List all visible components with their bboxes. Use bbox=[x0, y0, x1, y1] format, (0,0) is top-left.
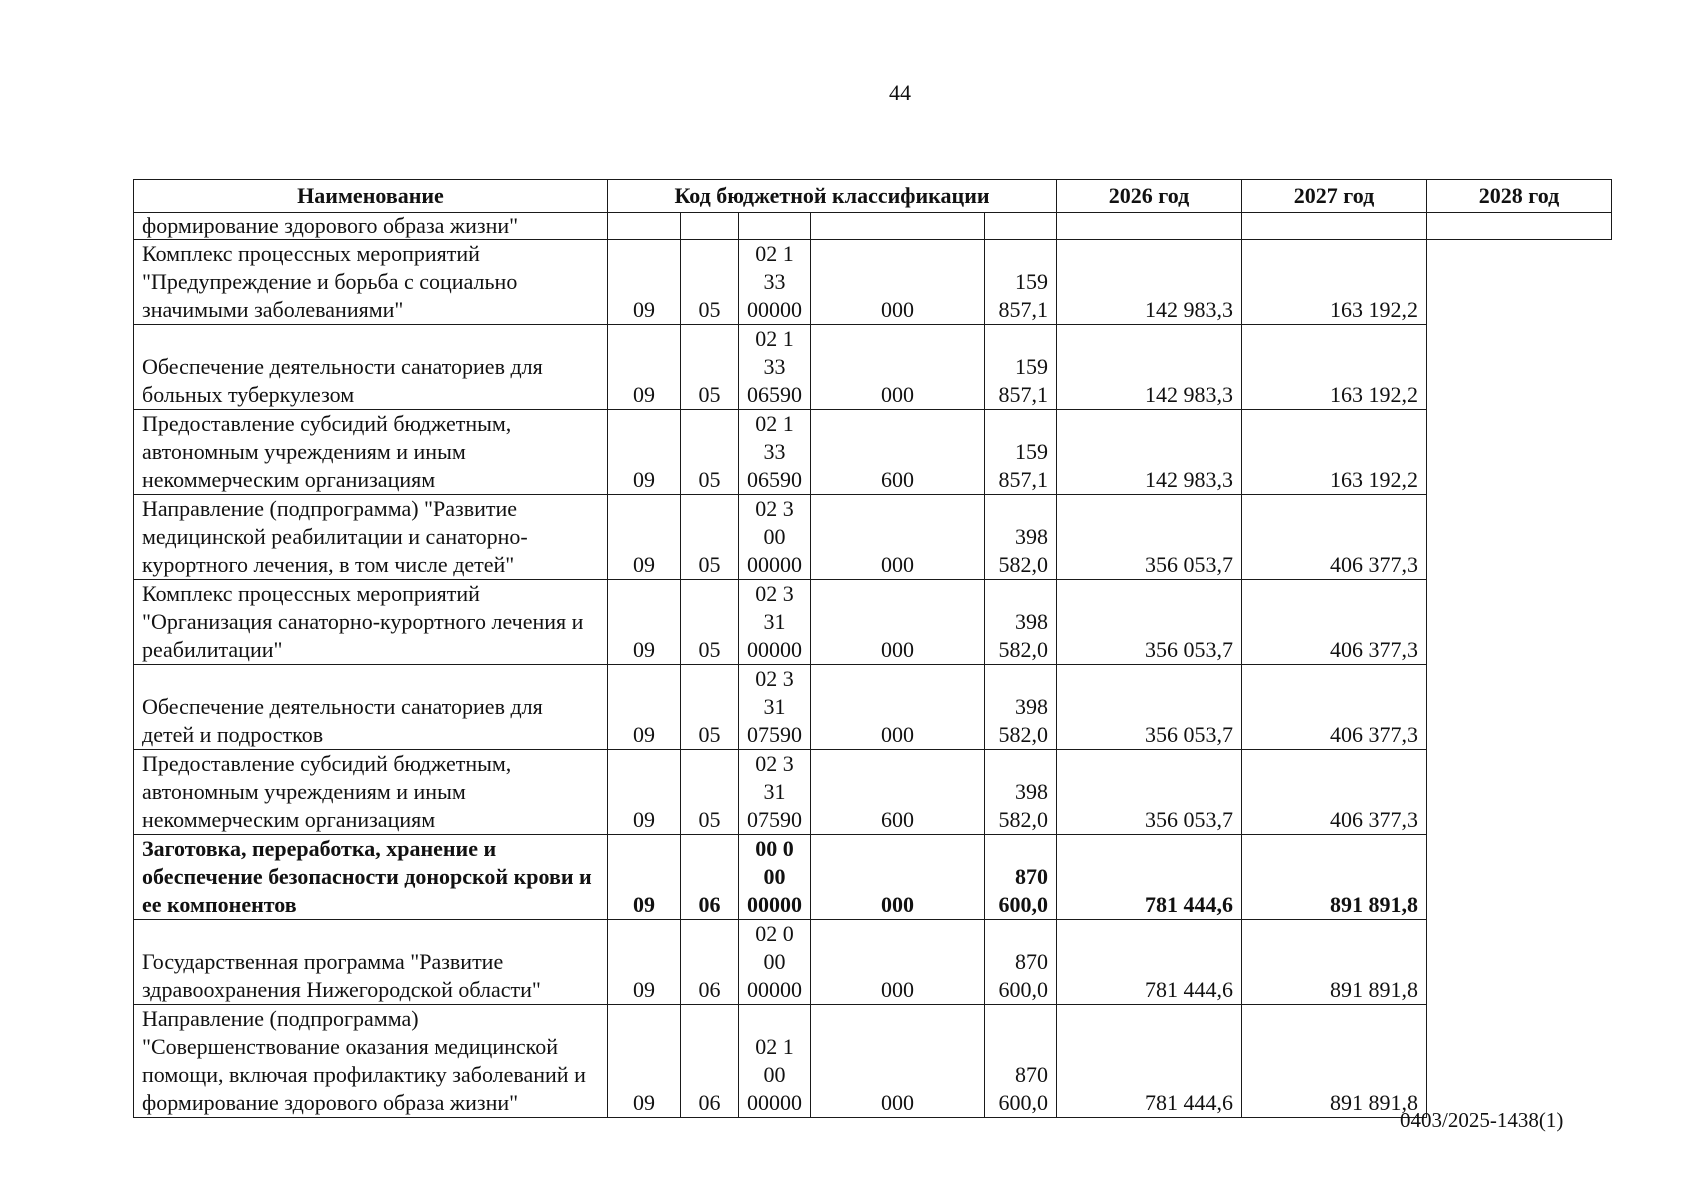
code-target-article: 02 1 00 00000 bbox=[739, 1005, 811, 1118]
code-subsection: 05 bbox=[681, 495, 739, 580]
amount-2026: 398 582,0 bbox=[985, 580, 1057, 665]
code-section: 09 bbox=[608, 1005, 681, 1118]
code-subsection: 05 bbox=[681, 665, 739, 750]
code-expense-type: 000 bbox=[811, 665, 985, 750]
code-target-article: 02 3 00 00000 bbox=[739, 495, 811, 580]
continuation-row bbox=[134, 213, 1612, 240]
document-code: 0403/2025-1438(1) bbox=[1400, 1108, 1564, 1132]
table-row bbox=[134, 835, 1612, 920]
code-expense-type: 600 bbox=[811, 410, 985, 495]
amount-2028: 891 891,8 bbox=[1242, 920, 1427, 1005]
amount-2028: 163 192,2 bbox=[1242, 410, 1427, 495]
row-name: Государственная программа "Развитие здравоохранения Нижегородской области" bbox=[134, 920, 608, 1005]
header-2027: 2027 год bbox=[1242, 180, 1427, 213]
row-name: Направление (подпрограмма) "Развитие медицинской реабилитации и санаторно-курортного лечения, в том числе детей" bbox=[134, 495, 608, 580]
code-target-article: 02 1 33 06590 bbox=[739, 325, 811, 410]
code-section: 09 bbox=[608, 325, 681, 410]
code-section: 09 bbox=[608, 920, 681, 1005]
code-expense-type: 600 bbox=[811, 750, 985, 835]
code-target-article: 02 3 31 07590 bbox=[739, 665, 811, 750]
budget-table bbox=[133, 179, 1612, 1118]
amount-2027: 142 983,3 bbox=[1057, 325, 1242, 410]
code-subsection: 06 bbox=[681, 1005, 739, 1118]
table-row bbox=[134, 410, 1612, 495]
code-subsection: 05 bbox=[681, 240, 739, 325]
amount-2027: 356 053,7 bbox=[1057, 580, 1242, 665]
code-section: 09 bbox=[608, 665, 681, 750]
code-expense-type: 000 bbox=[811, 835, 985, 920]
table-row bbox=[134, 1005, 1612, 1118]
amount-2027: 356 053,7 bbox=[1057, 495, 1242, 580]
code-subsection: 06 bbox=[681, 835, 739, 920]
amount-2027: 142 983,3 bbox=[1057, 240, 1242, 325]
amount-2026: 398 582,0 bbox=[985, 495, 1057, 580]
code-expense-type: 000 bbox=[811, 325, 985, 410]
code-subsection: 05 bbox=[681, 325, 739, 410]
code-expense-type: 000 bbox=[811, 920, 985, 1005]
table-row bbox=[134, 495, 1612, 580]
code-target-article: 02 3 31 00000 bbox=[739, 580, 811, 665]
table-row bbox=[134, 240, 1612, 325]
code-section: 09 bbox=[608, 410, 681, 495]
table-row bbox=[134, 750, 1612, 835]
table-row bbox=[134, 580, 1612, 665]
amount-2027: 142 983,3 bbox=[1057, 410, 1242, 495]
row-name: Предоставление субсидий бюджетным, автономным учреждениям и иным некоммерческим организациям bbox=[134, 750, 608, 835]
amount-2026: 398 582,0 bbox=[985, 750, 1057, 835]
code-target-article: 00 0 00 00000 bbox=[739, 835, 811, 920]
code-expense-type: 000 bbox=[811, 240, 985, 325]
amount-2028: 163 192,2 bbox=[1242, 240, 1427, 325]
amount-2028: 163 192,2 bbox=[1242, 325, 1427, 410]
code-target-article: 02 3 31 07590 bbox=[739, 750, 811, 835]
page-number: 44 bbox=[889, 80, 911, 105]
table-row bbox=[134, 665, 1612, 750]
code-expense-type: 000 bbox=[811, 1005, 985, 1118]
table-row bbox=[134, 920, 1612, 1005]
row-name: Обеспечение деятельности санаториев для больных туберкулезом bbox=[134, 325, 608, 410]
amount-2028: 406 377,3 bbox=[1242, 750, 1427, 835]
amount-2026: 870 600,0 bbox=[985, 920, 1057, 1005]
amount-2026: 159 857,1 bbox=[985, 325, 1057, 410]
code-expense-type: 000 bbox=[811, 495, 985, 580]
code-section: 09 bbox=[608, 580, 681, 665]
amount-2028: 406 377,3 bbox=[1242, 665, 1427, 750]
row-name: Обеспечение деятельности санаториев для детей и подростков bbox=[134, 665, 608, 750]
amount-2027: 781 444,6 bbox=[1057, 1005, 1242, 1118]
code-target-article: 02 0 00 00000 bbox=[739, 920, 811, 1005]
amount-2028: 406 377,3 bbox=[1242, 495, 1427, 580]
amount-2026: 159 857,1 bbox=[985, 410, 1057, 495]
code-target-article: 02 1 33 06590 bbox=[739, 410, 811, 495]
continuation-text: формирование здорового образа жизни" bbox=[134, 213, 608, 240]
row-name: Комплекс процессных мероприятий "Организация санаторно-курортного лечения и реабилитации" bbox=[134, 580, 608, 665]
amount-2026: 870 600,0 bbox=[985, 1005, 1057, 1118]
header-2026: 2026 год bbox=[1057, 180, 1242, 213]
code-expense-type: 000 bbox=[811, 580, 985, 665]
header-2028: 2028 год bbox=[1427, 180, 1612, 213]
table-header-row bbox=[134, 180, 1612, 213]
amount-2027: 356 053,7 bbox=[1057, 750, 1242, 835]
header-name: Наименование bbox=[134, 180, 608, 213]
row-name: Заготовка, переработка, хранение и обеспечение безопасности донорской крови и ее компонентов bbox=[134, 835, 608, 920]
code-section: 09 bbox=[608, 835, 681, 920]
amount-2026: 159 857,1 bbox=[985, 240, 1057, 325]
code-subsection: 05 bbox=[681, 750, 739, 835]
table-row bbox=[134, 325, 1612, 410]
code-subsection: 05 bbox=[681, 580, 739, 665]
amount-2026: 870 600,0 bbox=[985, 835, 1057, 920]
row-name: Предоставление субсидий бюджетным, автономным учреждениям и иным некоммерческим организациям bbox=[134, 410, 608, 495]
amount-2028: 891 891,8 bbox=[1242, 835, 1427, 920]
amount-2027: 781 444,6 bbox=[1057, 835, 1242, 920]
code-section: 09 bbox=[608, 750, 681, 835]
amount-2028: 406 377,3 bbox=[1242, 580, 1427, 665]
code-section: 09 bbox=[608, 495, 681, 580]
code-subsection: 06 bbox=[681, 920, 739, 1005]
header-code: Код бюджетной классификации bbox=[608, 180, 1057, 213]
code-target-article: 02 1 33 00000 bbox=[739, 240, 811, 325]
amount-2027: 781 444,6 bbox=[1057, 920, 1242, 1005]
amount-2028: 891 891,8 bbox=[1242, 1005, 1427, 1118]
code-subsection: 05 bbox=[681, 410, 739, 495]
row-name: Направление (подпрограмма) "Совершенствование оказания медицинской помощи, включая профилактику заболеваний и формирование здорового образа жизни" bbox=[134, 1005, 608, 1118]
amount-2027: 356 053,7 bbox=[1057, 665, 1242, 750]
code-section: 09 bbox=[608, 240, 681, 325]
amount-2026: 398 582,0 bbox=[985, 665, 1057, 750]
row-name: Комплекс процессных мероприятий "Предупреждение и борьба с социально значимыми заболеваниями" bbox=[134, 240, 608, 325]
